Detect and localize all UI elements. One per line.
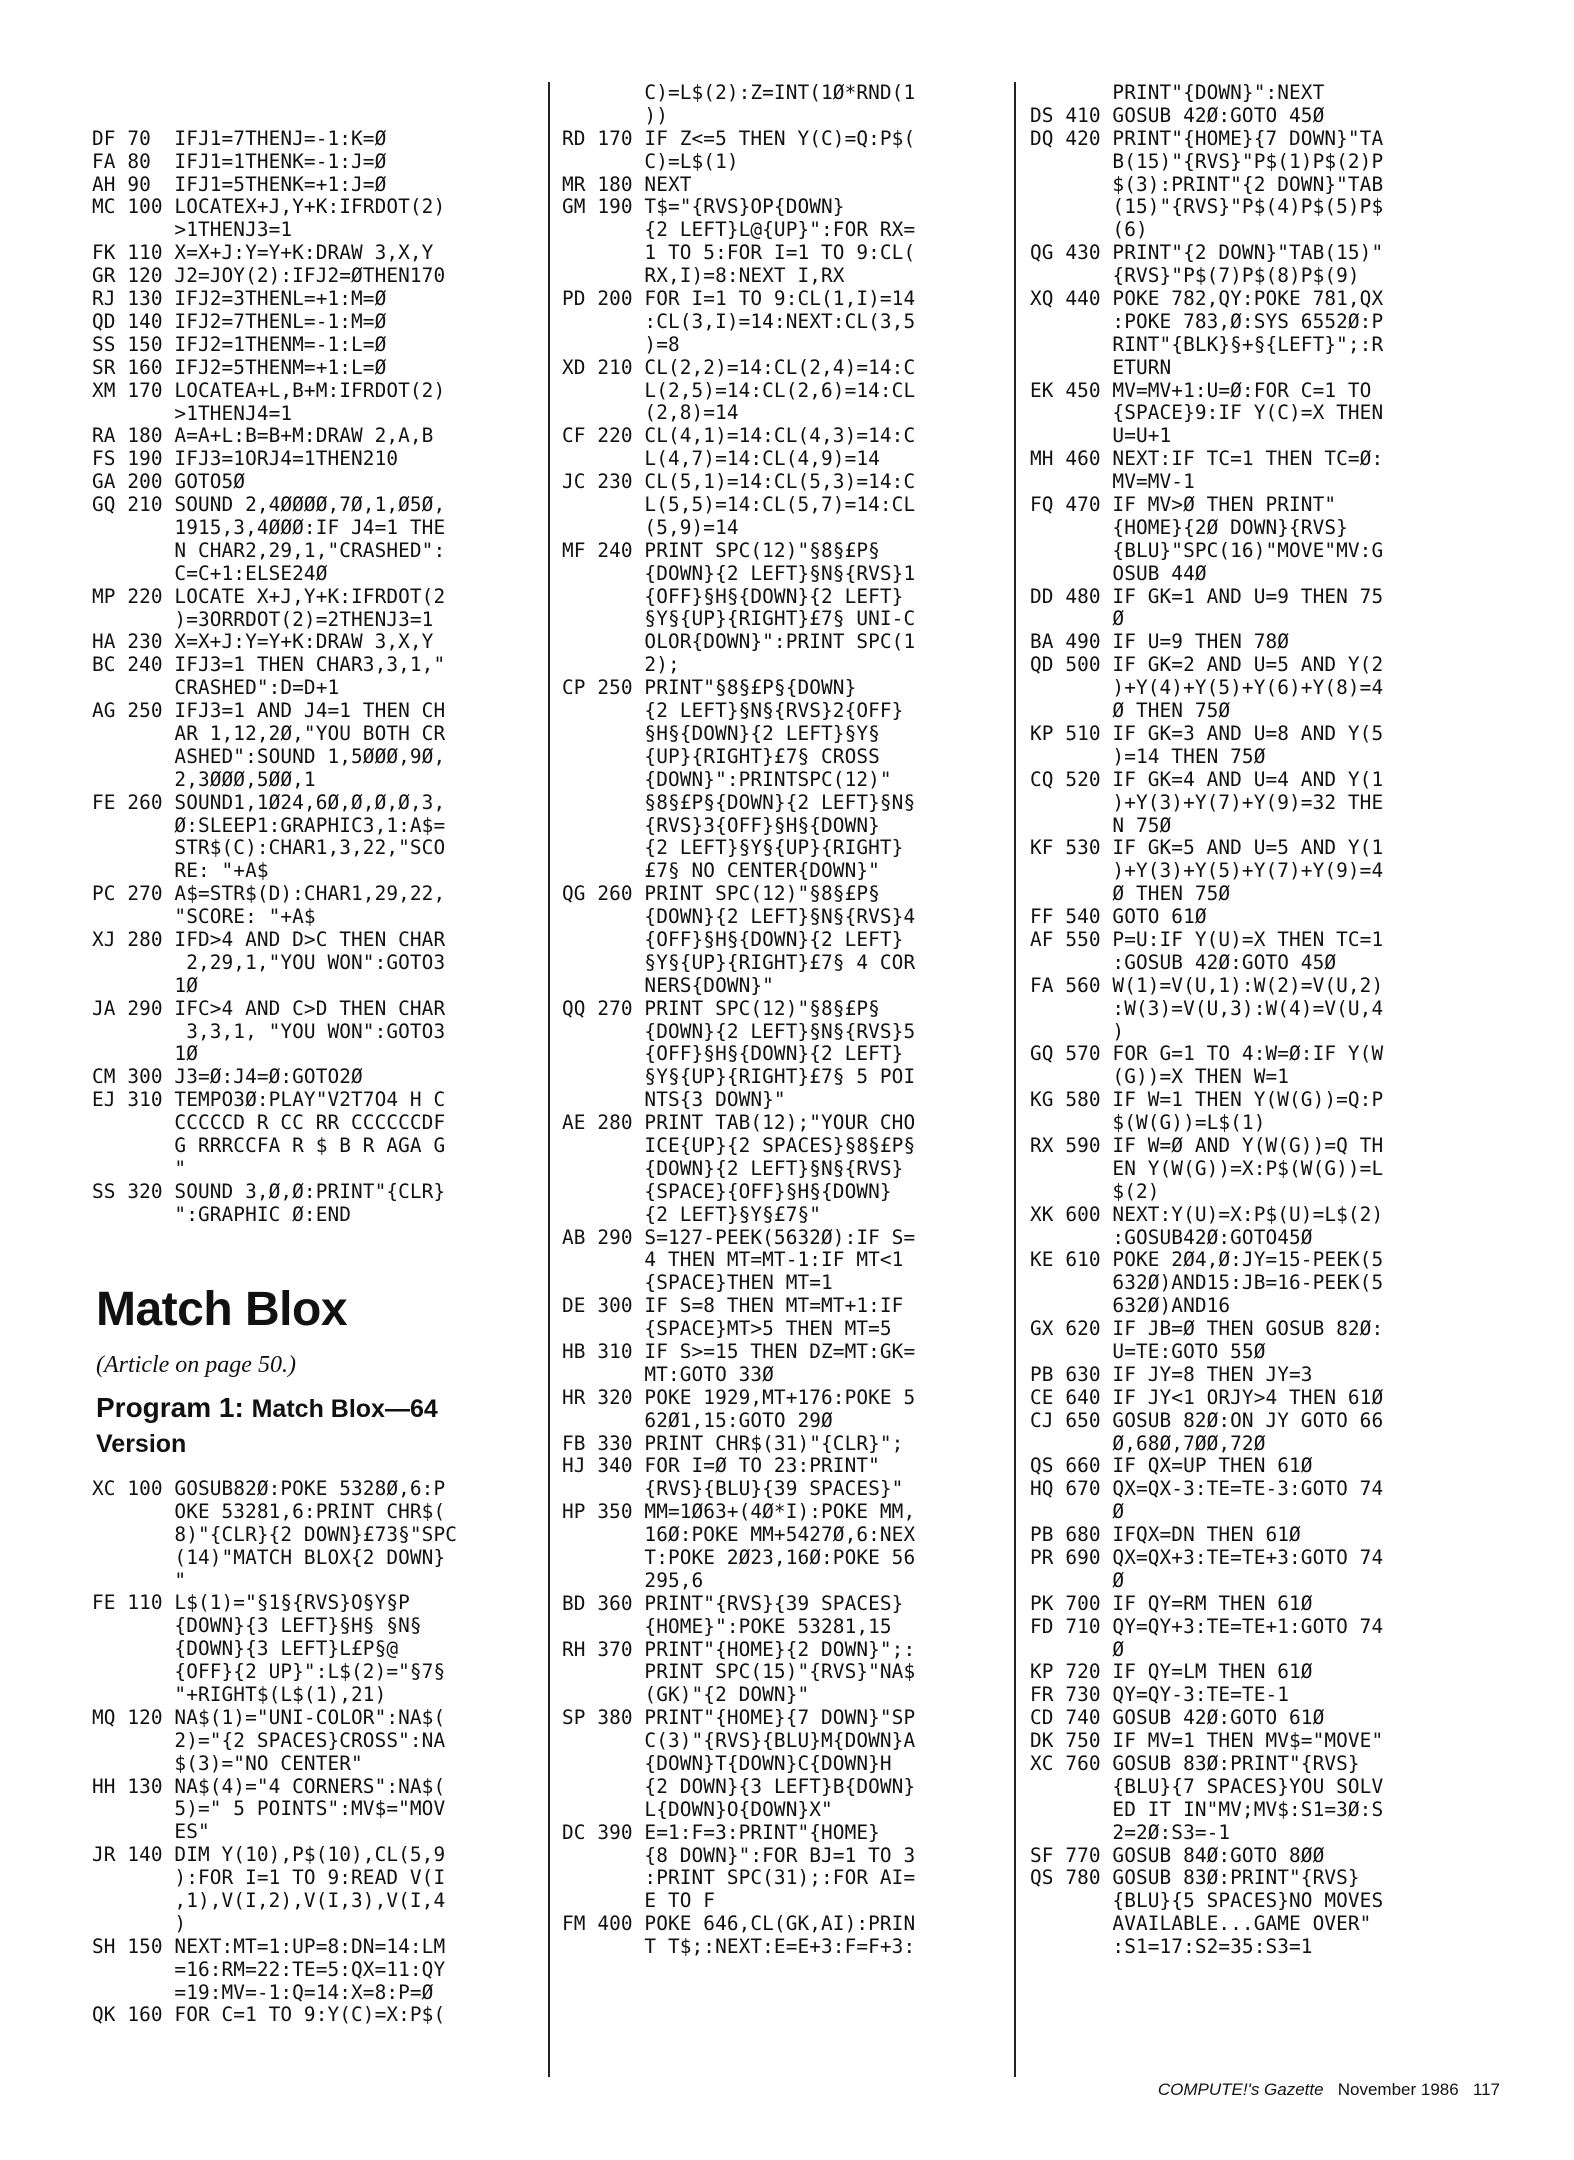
code-line: FA 560 W(1)=V(U,1):W(2)=V(U,2) [1030, 973, 1384, 997]
code-line: 2,29,1,"YOU WON":GOTO3 [92, 950, 446, 974]
code-line: :PRINT SPC(31);:FOR AI= [562, 1866, 916, 1890]
code-line: SF 770 GOSUB 84Ø:GOTO 8ØØ [1030, 1843, 1325, 1867]
code-line: Ø:SLEEP1:GRAPHIC3,1:A$= [92, 813, 446, 837]
code-line: DF 70 IFJ1=7THENJ=-1:K=Ø [92, 126, 387, 150]
code-line: Ø [1030, 1500, 1125, 1524]
code-line: RD 170 IF Z<=5 THEN Y(C)=Q:P$( [562, 126, 916, 150]
code-line: {BLU}{5 SPACES}NO MOVES [1030, 1889, 1384, 1913]
code-line: JR 140 DIM Y(10),P$(10),CL(5,9 [92, 1843, 446, 1867]
code-line: )+Y(4)+Y(5)+Y(6)+Y(8)=4 [1030, 676, 1384, 700]
code-line: CRASHED":D=D+1 [92, 676, 340, 700]
code-line: AH 90 IFJ1=5THENK=+1:J=Ø [92, 172, 387, 196]
code-line: U=TE:GOTO 55Ø [1030, 1339, 1266, 1363]
code-line: RX,I)=8:NEXT I,RX [562, 264, 845, 288]
code-line: {2 LEFT}§N§{RVS}2{OFF} [562, 699, 904, 723]
code-line: EN Y(W(G))=X:P$(W(G))=L [1030, 1156, 1384, 1180]
code-line: ):FOR I=1 TO 9:READ V(I [92, 1866, 446, 1890]
code-line: N CHAR2,29,1,"CRASHED": [92, 538, 446, 562]
code-line: XM 170 LOCATEA+L,B+M:IFRDOT(2) [92, 378, 446, 402]
code-line: QS 660 IF QX=UP THEN 61Ø [1030, 1454, 1313, 1478]
code-line: OSUB 44Ø [1030, 561, 1207, 585]
code-line: :W(3)=V(U,3):W(4)=V(U,4 [1030, 996, 1384, 1020]
code-line: {BLU}"SPC(16)"MOVE"MV:G [1030, 538, 1384, 562]
code-line: RINT"{BLK}§+§{LEFT}";:R [1030, 332, 1384, 356]
code-line: STR$(C):CHAR1,3,22,"SCO [92, 836, 446, 860]
code-line: ,1),V(I,2),V(I,3),V(I,4 [92, 1889, 446, 1913]
code-line: {DOWN}{2 LEFT}§N§{RVS}5 [562, 1019, 916, 1043]
code-line: MP 220 LOCATE X+J,Y+K:IFRDOT(2 [92, 584, 446, 608]
code-line: "SCORE: "+A$ [92, 905, 316, 929]
code-line: Ø THEN 75Ø [1030, 699, 1231, 723]
code-line: {2 LEFT}§Y§{UP}{RIGHT} [562, 836, 904, 860]
code-line: PB 630 IF JY=8 THEN JY=3 [1030, 1362, 1313, 1386]
code-line: 2,3ØØØ,5ØØ,1 [92, 767, 316, 791]
code-line: {HOME}":POKE 53281,15 [562, 1614, 892, 1638]
code-line: {SPACE}{OFF}§H§{DOWN} [562, 1179, 892, 1203]
code-line: ) [92, 1911, 187, 1935]
code-line: {UP}{RIGHT}£7§ CROSS [562, 744, 880, 768]
code-line: XK 600 NEXT:Y(U)=X:P$(U)=L$(2) [1030, 1202, 1384, 1226]
code-line: >1THENJ3=1 [92, 218, 293, 242]
code-line: QD 500 IF GK=2 AND U=5 AND Y(2 [1030, 653, 1384, 677]
code-line: (14)"MATCH BLOX{2 DOWN} [92, 1545, 446, 1569]
code-line: §Y§{UP}{RIGHT}£7§ UNI-C [562, 607, 916, 631]
code-line: {OFF}§H§{DOWN}{2 LEFT} [562, 1042, 904, 1066]
code-line: AR 1,12,2Ø,"YOU BOTH CR [92, 721, 446, 745]
code-line: FM 400 POKE 646,CL(GK,AI):PRIN [562, 1912, 916, 1936]
footer-issue: November 1986 [1337, 2080, 1459, 2099]
code-line: L{DOWN}O{DOWN}X" [562, 1797, 833, 1821]
code-line: Ø,68Ø,7ØØ,72Ø [1030, 1431, 1266, 1455]
code-line: DK 750 IF MV=1 THEN MV$="MOVE" [1030, 1729, 1384, 1753]
code-line: PB 680 IFQX=DN THEN 61Ø [1030, 1523, 1301, 1547]
code-line: CQ 520 IF GK=4 AND U=4 AND Y(1 [1030, 767, 1384, 791]
code-line: HP 350 MM=1Ø63+(4Ø*I):POKE MM, [562, 1500, 916, 1524]
code-line: SH 150 NEXT:MT=1:UP=8:DN=14:LM [92, 1934, 446, 1958]
code-line: FR 730 QY=QY-3:TE=TE-1 [1030, 1683, 1290, 1707]
listing-column-1-bottom [92, 1478, 542, 2027]
code-line: $(3)="NO CENTER" [92, 1751, 363, 1775]
code-line: OKE 53281,6:PRINT CHR$( [92, 1499, 446, 1523]
code-line: {HOME}{2Ø DOWN}{RVS} [1030, 515, 1348, 539]
code-line: FS 190 IFJ3=1ORJ4=1THEN210 [92, 447, 399, 471]
code-line: XC 100 GOSUB82Ø:POKE 5328Ø,6:P [92, 1477, 446, 1500]
code-line: BA 490 IF U=9 THEN 78Ø [1030, 630, 1290, 654]
code-line: ICE{UP}{2 SPACES}§8§£P§ [562, 1133, 916, 1157]
code-line: C)=L$(2):Z=INT(1Ø*RND(1 [562, 81, 916, 104]
code-line: 62Ø1,15:GOTO 29Ø [562, 1408, 833, 1432]
code-line: {DOWN}":PRINTSPC(12)" [562, 767, 892, 791]
code-line: ED IT IN"MV;MV$:S1=3Ø:S [1030, 1797, 1384, 1821]
code-line: QK 160 FOR C=1 TO 9:Y(C)=X:P$( [92, 2003, 446, 2027]
code-line: (15)"{RVS}"P$(4)P$(5)P$ [1030, 195, 1384, 219]
code-line: {SPACE}9:IF Y(C)=X THEN [1030, 401, 1384, 425]
code-line: HR 320 POKE 1929,MT+176:POKE 5 [562, 1385, 916, 1409]
code-line: C(3)"{RVS}{BLU}M{DOWN}A [562, 1729, 916, 1753]
code-line: {DOWN}T{DOWN}C{DOWN}H [562, 1752, 892, 1776]
code-line: " [92, 1568, 187, 1592]
code-line: MC 100 LOCATEX+J,Y+K:IFRDOT(2) [92, 195, 446, 219]
code-line: SP 380 PRINT"{HOME}{7 DOWN}"SP [562, 1706, 916, 1730]
code-line: MT:GOTO 33Ø [562, 1362, 774, 1386]
code-line: {RVS}3{OFF}§H§{DOWN} [562, 813, 880, 837]
code-line: BD 360 PRINT"{RVS}{39 SPACES} [562, 1591, 904, 1615]
code-line: DE 300 IF S=8 THEN MT=MT+1:IF [562, 1294, 904, 1318]
code-line: {BLU}{7 SPACES}YOU SOLV [1030, 1774, 1384, 1798]
code-line: KG 580 IF W=1 THEN Y(W(G))=Q:P [1030, 1088, 1384, 1112]
code-line: T T$;:NEXT:E=E+3:F=F+3: [562, 1935, 916, 1959]
code-line: {RVS}"P$(7)P$(8)P$(9) [1030, 264, 1360, 288]
code-line: HB 310 IF S>=15 THEN DZ=MT:GK= [562, 1339, 916, 1363]
code-line: B(15)"{RVS}"P$(1)P$(2)P [1030, 149, 1384, 173]
code-line: ASHED":SOUND 1,5ØØØ,9Ø, [92, 744, 446, 768]
code-line: 2); [562, 653, 680, 677]
article-note: (Article on page 50.) [96, 1352, 296, 1378]
code-line: RH 370 PRINT"{HOME}{2 DOWN}";: [562, 1637, 916, 1661]
code-line: GQ 570 FOR G=1 TO 4:W=Ø:IF Y(W [1030, 1042, 1384, 1066]
code-line: XJ 280 IFD>4 AND D>C THEN CHAR [92, 927, 446, 951]
code-line: QG 260 PRINT SPC(12)"§8§£P§ [562, 882, 880, 906]
article-header [96, 1282, 536, 1461]
code-line: MQ 120 NA$(1)="UNI-COLOR":NA$( [92, 1705, 446, 1729]
code-line: NERS{DOWN}" [562, 973, 774, 997]
page-footer [1158, 2080, 1500, 2100]
code-line: FE 260 SOUND1,1Ø24,6Ø,Ø,Ø,Ø,3, [92, 790, 446, 814]
code-line: OLOR{DOWN}":PRINT SPC(1 [562, 630, 916, 654]
code-line: ETURN [1030, 355, 1172, 379]
column-divider-left [548, 82, 550, 2077]
listing-column-1 [92, 82, 542, 1249]
listing-column-2 [562, 82, 1007, 1959]
code-line: G RRRCCFA R $ B R AGA G [92, 1134, 446, 1157]
code-line: 8)"{CLR}{2 DOWN}£73§"SPC [92, 1522, 457, 1546]
code-line: MR 180 NEXT [562, 172, 692, 196]
code-line: CJ 650 GOSUB 82Ø:ON JY GOTO 66 [1030, 1408, 1384, 1432]
code-line: 2=2Ø:S3=-1 [1030, 1820, 1231, 1844]
code-line: QS 780 GOSUB 83Ø:PRINT"{RVS} [1030, 1866, 1360, 1890]
code-line: SS 320 SOUND 3,Ø,Ø:PRINT"{CLR} [92, 1179, 446, 1203]
code-line: {2 DOWN}{3 LEFT}B{DOWN} [562, 1774, 916, 1798]
code-line: )=14 THEN 75Ø [1030, 744, 1266, 768]
code-line: )+Y(3)+Y(5)+Y(7)+Y(9)=4 [1030, 859, 1384, 883]
code-line: PK 700 IF QY=RM THEN 61Ø [1030, 1591, 1313, 1615]
code-line: T:POKE 2Ø23,16Ø:POKE 56 [562, 1546, 916, 1569]
code-line: 632Ø)AND16 [1030, 1294, 1231, 1318]
code-line: SS 150 IFJ2=1THENM=-1:L=Ø [92, 332, 387, 356]
code-line: AB 290 S=127-PEEK(5632Ø):IF S= [562, 1225, 916, 1249]
code-line: 1915,3,4ØØØ:IF J4=1 THE [92, 515, 446, 539]
code-line: MV=MV-1 [1030, 470, 1195, 494]
code-line: PRINT SPC(15)"{RVS}"NA$ [562, 1660, 916, 1684]
code-line: HQ 670 QX=QX-3:TE=TE-3:GOTO 74 [1030, 1477, 1384, 1501]
code-line: RJ 130 IFJ2=3THENL=+1:M=Ø [92, 287, 387, 311]
code-line: :GOSUB 42Ø:GOTO 45Ø [1030, 950, 1337, 974]
code-line: PR 690 QX=QX+3:TE=TE+3:GOTO 74 [1030, 1546, 1384, 1569]
code-line: )+Y(3)+Y(7)+Y(9)=32 THE [1030, 790, 1384, 814]
code-line: XD 210 CL(2,2)=14:CL(2,4)=14:C [562, 355, 916, 379]
code-line: PD 200 FOR I=1 TO 9:CL(1,I)=14 [562, 287, 916, 311]
code-line: $(W(G))=L$(1) [1030, 1111, 1266, 1135]
code-line: DS 410 GOSUB 42Ø:GOTO 45Ø [1030, 103, 1325, 127]
code-line: {2 LEFT}L@{UP}":FOR RX= [562, 218, 916, 242]
code-line: $(2) [1030, 1179, 1160, 1203]
code-line: AVAILABLE...GAME OVER" [1030, 1912, 1372, 1936]
code-line: :GOSUB42Ø:GOTO45Ø [1030, 1225, 1313, 1249]
code-line: 295,6 [562, 1568, 704, 1592]
code-line: (G))=X THEN W=1 [1030, 1065, 1290, 1089]
code-line: BC 240 IFJ3=1 THEN CHAR3,3,1," [92, 653, 446, 677]
code-line: HA 230 X=X+J:Y=Y+K:DRAW 3,X,Y [92, 630, 434, 654]
listing-column-3 [1030, 82, 1470, 1959]
code-line: 632Ø)AND15:JB=16-PEEK(5 [1030, 1271, 1384, 1295]
code-line: HH 130 NA$(4)="4 CORNERS":NA$( [92, 1774, 446, 1798]
code-line: §8§£P§{DOWN}{2 LEFT}§N§ [562, 790, 916, 814]
code-line: FQ 470 IF MV>Ø THEN PRINT" [1030, 493, 1337, 517]
code-line: CCCCCD R CC RR CCCCCCDF [92, 1111, 446, 1135]
code-line: KE 610 POKE 2Ø4,Ø:JY=15-PEEK(5 [1030, 1248, 1384, 1272]
code-line: )=8 [562, 332, 680, 356]
code-line: QD 140 IFJ2=7THENL=-1:M=Ø [92, 309, 387, 333]
listing-column-1-top [92, 128, 542, 1227]
code-line: >1THENJ4=1 [92, 401, 293, 425]
code-line: 16Ø:POKE MM+5427Ø,6:NEX [562, 1523, 916, 1547]
code-line: (GK)"{2 DOWN}" [562, 1683, 810, 1707]
code-line: {2 LEFT}§Y§£7§" [562, 1202, 822, 1226]
program-label: Program 1: [96, 1392, 244, 1423]
program-version: Version [96, 1430, 187, 1458]
code-line: C)=L$(1) [562, 149, 739, 173]
code-line: )) [562, 103, 668, 127]
code-line: 4 THEN MT=MT-1:IF MT<1 [562, 1248, 904, 1272]
article-title: Match Blox [96, 1283, 348, 1336]
code-line: DD 480 IF GK=1 AND U=9 THEN 75 [1030, 584, 1384, 608]
code-line: QG 430 PRINT"{2 DOWN}"TAB(15)" [1030, 241, 1384, 265]
code-line: Ø [1030, 607, 1125, 631]
code-line: 1Ø [92, 973, 198, 997]
code-line: KP 720 IF QY=LM THEN 61Ø [1030, 1660, 1313, 1684]
program-title: Match Blox—64 [251, 1395, 438, 1423]
code-line: {DOWN}{2 LEFT}§N§{RVS}4 [562, 905, 916, 929]
code-line: L(4,7)=14:CL(4,9)=14 [562, 447, 880, 471]
code-line: =19:MV=-1:Q=14:X=8:P=Ø [92, 1980, 434, 2004]
code-line: GQ 210 SOUND 2,4ØØØØ,7Ø,1,Ø5Ø, [92, 493, 446, 517]
code-line: EJ 310 TEMPO3Ø:PLAY"V2T7O4 H C [92, 1088, 446, 1112]
column-divider-right [1014, 82, 1016, 2077]
code-line: :S1=17:S2=35:S3=1 [1030, 1935, 1313, 1959]
code-line: SR 160 IFJ2=5THENM=+1:L=Ø [92, 355, 387, 379]
code-line: U=U+1 [1030, 424, 1172, 448]
code-line: Ø [1030, 1568, 1125, 1592]
code-line: {SPACE}MT>5 THEN MT=5 [562, 1317, 892, 1341]
code-line: (5,9)=14 [562, 515, 739, 539]
code-line: RE: "+A$ [92, 859, 269, 883]
code-line: RA 180 A=A+L:B=B+M:DRAW 2,A,B [92, 424, 434, 448]
code-line: CM 300 J3=Ø:J4=Ø:GOTO2Ø [92, 1065, 363, 1089]
code-line: §Y§{UP}{RIGHT}£7§ 4 COR [562, 950, 916, 974]
code-line: KF 530 IF GK=5 AND U=5 AND Y(1 [1030, 836, 1384, 860]
code-line: RX 590 IF W=Ø AND Y(W(G))=Q TH [1030, 1133, 1384, 1157]
code-line: 2)="{2 SPACES}CROSS":NA [92, 1728, 446, 1752]
code-line: =16:RM=22:TE=5:QX=11:QY [92, 1957, 446, 1981]
code-line: FA 80 IFJ1=1THENK=-1:J=Ø [92, 149, 387, 173]
code-line: FE 110 L$(1)="§1§{RVS}O§Y§P [92, 1591, 410, 1615]
code-line: MH 460 NEXT:IF TC=1 THEN TC=Ø: [1030, 447, 1384, 471]
program-heading [96, 1391, 536, 1461]
code-line: (2,8)=14 [562, 401, 739, 425]
code-line: DQ 420 PRINT"{HOME}{7 DOWN}"TA [1030, 126, 1384, 150]
footer-magazine: COMPUTE!'s Gazette [1157, 2080, 1324, 2099]
code-line: " [92, 1156, 187, 1180]
code-line: :POKE 783,Ø:SYS 6552Ø:P [1030, 309, 1384, 333]
code-line: {8 DOWN}":FOR BJ=1 TO 3 [562, 1843, 916, 1867]
footer-page-number: 117 [1472, 2080, 1500, 2099]
code-line: NTS{3 DOWN}" [562, 1088, 786, 1112]
code-line: KP 510 IF GK=3 AND U=8 AND Y(5 [1030, 721, 1384, 745]
code-line: $(3):PRINT"{2 DOWN}"TAB [1030, 172, 1384, 196]
code-line: {OFF}§H§{DOWN}{2 LEFT} [562, 927, 904, 951]
code-line: {DOWN}{3 LEFT}§H§ §N§ [92, 1614, 422, 1638]
code-line: XQ 440 POKE 782,QY:POKE 781,QX [1030, 287, 1384, 311]
code-line: )=3ORRDOT(2)=2THENJ3=1 [92, 607, 434, 631]
code-line: §H§{DOWN}{2 LEFT}§Y§ [562, 721, 880, 745]
code-line: ":GRAPHIC Ø:END [92, 1202, 352, 1226]
code-line: 1 TO 5:FOR I=1 TO 9:CL( [562, 241, 916, 265]
code-line: JC 230 CL(5,1)=14:CL(5,3)=14:C [562, 470, 916, 494]
code-line: QQ 270 PRINT SPC(12)"§8§£P§ [562, 996, 880, 1020]
code-line: :CL(3,I)=14:NEXT:CL(3,5 [562, 309, 916, 333]
code-line: CF 220 CL(4,1)=14:CL(4,3)=14:C [562, 424, 916, 448]
code-line: {SPACE}THEN MT=1 [562, 1271, 833, 1295]
code-line: CD 740 GOSUB 42Ø:GOTO 61Ø [1030, 1706, 1325, 1730]
code-line: AF 550 P=U:IF Y(U)=X THEN TC=1 [1030, 927, 1384, 951]
code-line: {RVS}{BLU}{39 SPACES}" [562, 1477, 904, 1501]
code-line: PC 270 A$=STR$(D):CHAR1,29,22, [92, 882, 446, 906]
code-line: XC 760 GOSUB 83Ø:PRINT"{RVS} [1030, 1752, 1360, 1776]
code-line: Ø THEN 75Ø [1030, 882, 1231, 906]
code-line: EK 450 MV=MV+1:U=Ø:FOR C=1 TO [1030, 378, 1372, 402]
code-line: Ø [1030, 1637, 1125, 1661]
code-line: N 75Ø [1030, 813, 1172, 837]
code-line: L(2,5)=14:CL(2,6)=14:CL [562, 378, 916, 402]
code-line: §Y§{UP}{RIGHT}£7§ 5 POI [562, 1065, 916, 1089]
code-line: HJ 340 FOR I=Ø TO 23:PRINT" [562, 1454, 880, 1478]
code-line: AG 250 IFJ3=1 AND J4=1 THEN CH [92, 699, 446, 723]
code-line: FF 540 GOTO 61Ø [1030, 905, 1207, 929]
code-line: {OFF}{2 UP}":L$(2)="§7§ [92, 1660, 446, 1684]
code-line: 3,3,1, "YOU WON":GOTO3 [92, 1019, 446, 1043]
code-line: MF 240 PRINT SPC(12)"§8§£P§ [562, 538, 880, 562]
code-line: FK 110 X=X+J:Y=Y+K:DRAW 3,X,Y [92, 241, 434, 265]
code-line: CE 640 IF JY<1 ORJY>4 THEN 61Ø [1030, 1385, 1384, 1409]
code-line: FD 710 QY=QY+3:TE=TE+1:GOTO 74 [1030, 1614, 1384, 1638]
code-line: FB 330 PRINT CHR$(31)"{CLR}"; [562, 1431, 904, 1455]
code-line: 1Ø [92, 1042, 198, 1066]
code-line: GX 620 IF JB=Ø THEN GOSUB 82Ø: [1030, 1317, 1384, 1341]
code-line: GA 200 GOTO5Ø [92, 470, 246, 494]
code-line: CP 250 PRINT"§8§£P§{DOWN} [562, 676, 857, 700]
code-line: {DOWN}{2 LEFT}§N§{RVS} [562, 1156, 904, 1180]
code-line: DC 390 E=1:F=3:PRINT"{HOME} [562, 1820, 880, 1844]
code-line: "+RIGHT$(L$(1),21) [92, 1683, 387, 1707]
code-line: {OFF}§H§{DOWN}{2 LEFT} [562, 584, 904, 608]
code-line: ES" [92, 1820, 210, 1844]
code-line: ) [1030, 1019, 1125, 1043]
code-line: £7§ NO CENTER{DOWN}" [562, 859, 880, 883]
code-line: AE 280 PRINT TAB(12);"YOUR CHO [562, 1111, 916, 1135]
code-line: JA 290 IFC>4 AND C>D THEN CHAR [92, 996, 446, 1020]
code-line: 5)=" 5 POINTS":MV$="MOV [92, 1797, 446, 1821]
code-line: GR 120 J2=JOY(2):IFJ2=ØTHEN170 [92, 264, 446, 288]
code-line: (6) [1030, 218, 1148, 242]
code-line: C=C+1:ELSE24Ø [92, 561, 328, 585]
code-line: {DOWN}{2 LEFT}§N§{RVS}1 [562, 561, 916, 585]
code-line: L(5,5)=14:CL(5,7)=14:CL [562, 493, 916, 517]
code-line: E TO F [562, 1889, 716, 1913]
code-line: GM 190 T$="{RVS}OP{DOWN} [562, 195, 845, 219]
code-line: PRINT"{DOWN}":NEXT [1030, 81, 1325, 104]
code-line: {DOWN}{3 LEFT}L£P§@ [92, 1637, 399, 1661]
